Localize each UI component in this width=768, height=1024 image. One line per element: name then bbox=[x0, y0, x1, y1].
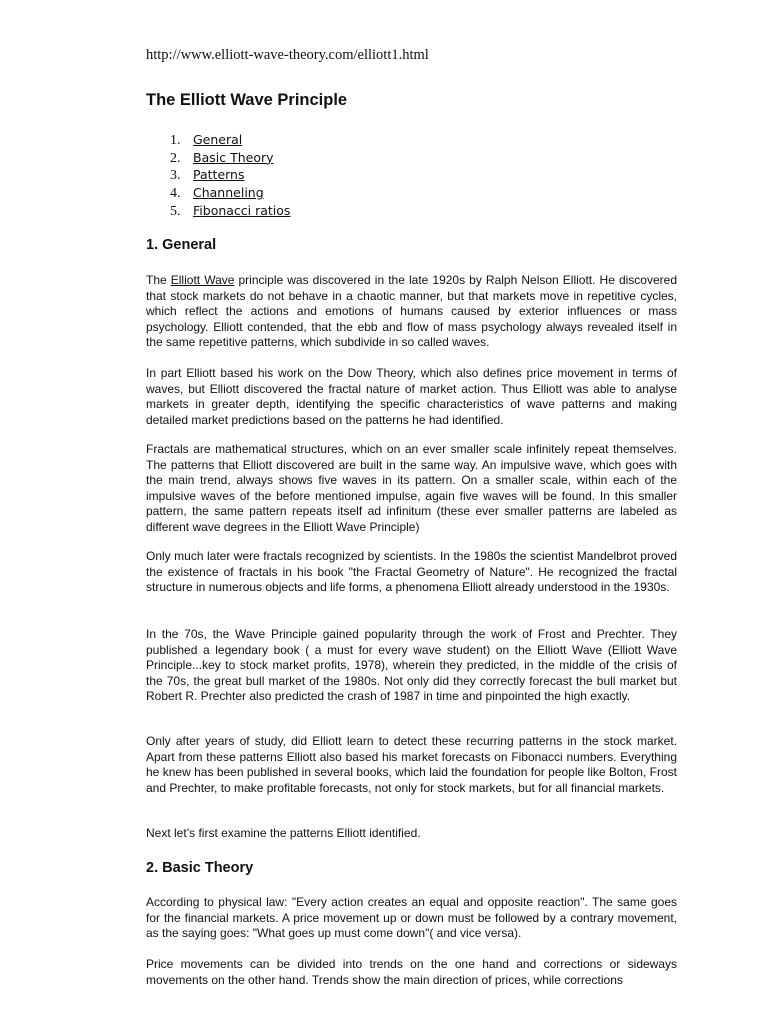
toc-link-channeling[interactable]: Channeling bbox=[193, 185, 264, 201]
paragraph-general-3: Fractals are mathematical structures, which on an ever smaller scale infinitely repeat themselves. The patterns that Elliott discovered are built in the same way. An impulsive wave, which goes with the main trend, always shows five waves in its pattern. On a smaller scale, within each of the impulsive waves of the before mentioned impulse, again five waves will be found. In this smaller pattern, the same pattern repeats itself ad infinitum (these ever smaller patterns are labeled as different wave degrees in the Elliott Wave Principle) bbox=[146, 442, 677, 534]
toc-number: 2. bbox=[170, 150, 181, 166]
toc-link-general[interactable]: General bbox=[193, 132, 243, 147]
toc-item-fibonacci-ratios bbox=[146, 202, 290, 220]
paragraph-general-1 bbox=[146, 273, 677, 351]
table-of-contents bbox=[146, 131, 290, 219]
toc-link-fibonacci-ratios[interactable]: Fibonacci ratios bbox=[193, 202, 291, 218]
paragraph-general-5: In the 70s, the Wave Principle gained popularity through the work of Frost and Prechter. They published a legendary book ( a must for every wave student) on the Elliott Wave (Elliott Wave Principle...key to stock market profits, 1978), wherein they predicted, in the middle of the crisis of the 70s, the great bull market of the 1980s. Not only did they correctly forecast the bull market but Robert R. Prechter also predicted the crash of 1987 in time and pinpointed the high exactly. bbox=[146, 627, 677, 704]
toc-number: 5. bbox=[170, 203, 181, 219]
paragraph-general-4: Only much later were fractals recognized by scientists. In the 1980s the scientist Mandelbrot proved the existence of fractals in his book "the Fractal Geometry of Nature". He recognized the fractal structure in numerous objects and life forms, a phenomena Elliott already understood in the 1930s. bbox=[146, 549, 677, 595]
paragraph-general-2: In part Elliott based his work on the Dow Theory, which also defines price movement in terms of waves, but Elliott discovered the fractal nature of market action. Thus Elliott was able to analyse markets in greater depth, identifying the specific characteristics of wave patterns and making detailed market predictions based on the patterns he had identified. bbox=[146, 366, 677, 427]
paragraph-general-7: Next let’s first examine the patterns Elliott identified. bbox=[146, 826, 421, 840]
page-title: The Elliott Wave Principle bbox=[146, 91, 348, 109]
section-heading-general: 1. General bbox=[146, 237, 217, 253]
toc-number: 3. bbox=[170, 168, 181, 184]
toc-item-general bbox=[146, 131, 290, 149]
toc-number: 4. bbox=[170, 186, 181, 202]
paragraph-text: The bbox=[146, 273, 171, 287]
paragraph-general-6: Only after years of study, did Elliott learn to detect these recurring patterns in the stock market. Apart from these patterns Elliott also based his market forecasts on Fibonacci numbers. Everything he knew has been published in several books, which laid the foundation for people like Bolton, Frost and Prechter, to make profitable forecasts, not only for stock markets, but for all financial markets. bbox=[146, 734, 677, 795]
paragraph-basic-theory-2: Price movements can be divided into trends on the one hand and corrections or sideways movements on the other hand. Trends show the main direction of prices, while corrections bbox=[146, 957, 677, 987]
elliott-wave-link[interactable]: Elliott Wave bbox=[170, 273, 235, 287]
source-url[interactable]: http://www.elliott-wave-theory.com/elliott1.html bbox=[146, 47, 429, 63]
paragraph-text: principle was discovered in the late 1920s by Ralph Nelson Elliott. He discovered that stock markets do not behave in a chaotic manner, but that markets move in repetitive cycles, which reflect the actions and emotions of humans caused by exterior influences or mass psychology. Elliott contended, that the ebb and flow of mass psychology always revealed itself in the same repetitive patterns, which subdivide in so called waves. bbox=[146, 273, 678, 350]
paragraph-basic-theory-1: According to physical law: "Every action creates an equal and opposite reaction". The same goes for the financial markets. A price movement up or down must be followed by a contrary movement, as the saying goes: "What goes up must come down"( and vice versa). bbox=[146, 895, 677, 941]
toc-item-patterns bbox=[146, 166, 290, 184]
section-heading-basic-theory: 2. Basic Theory bbox=[146, 860, 254, 876]
toc-link-patterns[interactable]: Patterns bbox=[193, 167, 245, 183]
toc-number: 1. bbox=[170, 133, 181, 148]
toc-link-basic-theory[interactable]: Basic Theory bbox=[193, 149, 274, 165]
toc-item-channeling bbox=[146, 184, 290, 202]
toc-item-basic-theory bbox=[146, 149, 290, 167]
